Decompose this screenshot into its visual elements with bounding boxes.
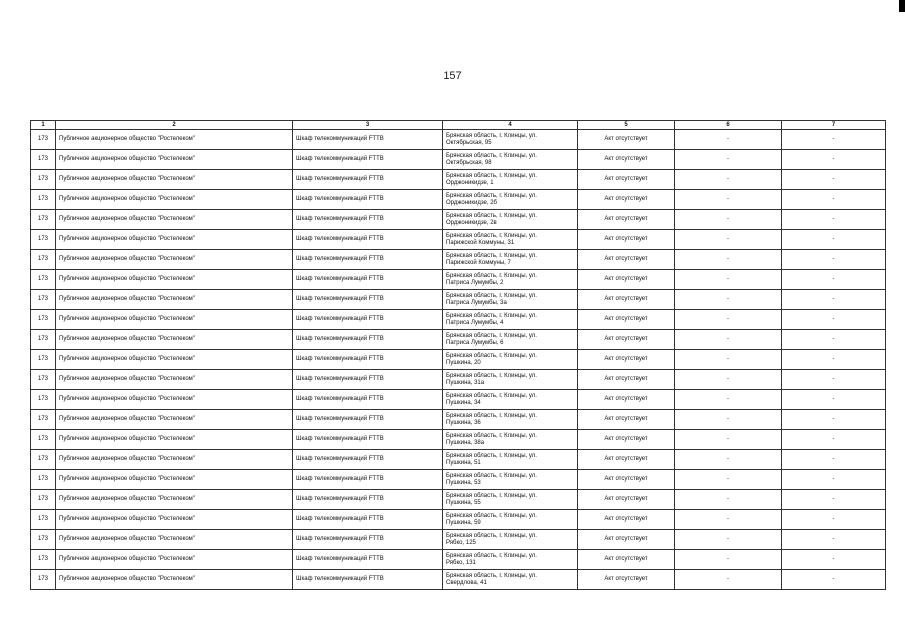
object-cell: Шкаф телекоммуникаций FTTB: [293, 570, 443, 590]
owner-cell: Публичное акционерное общество "Ростелеком": [56, 210, 293, 230]
row-number-cell: 173: [31, 170, 56, 190]
table-row: [31, 170, 886, 190]
address-line-street: Парижской Коммуны, 7: [446, 259, 511, 266]
table-row: [31, 210, 886, 230]
address-cell: [443, 410, 578, 430]
column-7-cell: -: [782, 190, 886, 210]
address-line-street: Пушкина, 59: [446, 519, 481, 526]
act-status-cell: Акт отсутствует: [578, 150, 675, 170]
column-6-cell: -: [675, 450, 782, 470]
owner-cell: Публичное акционерное общество "Ростелеком": [56, 570, 293, 590]
object-cell: Шкаф телекоммуникаций FTTB: [293, 230, 443, 250]
address-line-street: Пушкина, 34: [446, 399, 481, 406]
object-cell: Шкаф телекоммуникаций FTTB: [293, 530, 443, 550]
column-7-cell: -: [782, 270, 886, 290]
column-6-cell: -: [675, 410, 782, 430]
table-row: [31, 190, 886, 210]
owner-cell: Публичное акционерное общество "Ростелеком": [56, 550, 293, 570]
object-cell: Шкаф телекоммуникаций FTTB: [293, 270, 443, 290]
address-line-street: Пушкина, 53: [446, 479, 481, 486]
address-cell: [443, 570, 578, 590]
address-cell: [443, 250, 578, 270]
column-6-cell: -: [675, 430, 782, 450]
owner-cell: Публичное акционерное общество "Ростелеком": [56, 250, 293, 270]
act-status-cell: Акт отсутствует: [578, 130, 675, 150]
table-row: [31, 430, 886, 450]
owner-cell: Публичное акционерное общество "Ростелеком": [56, 410, 293, 430]
row-number-cell: 173: [31, 550, 56, 570]
address-cell: [443, 270, 578, 290]
address-cell: [443, 230, 578, 250]
column-7-cell: -: [782, 550, 886, 570]
column-6-cell: -: [675, 470, 782, 490]
object-cell: Шкаф телекоммуникаций FTTB: [293, 130, 443, 150]
address-line-street: Пушкина, 38а: [446, 439, 485, 446]
column-6-cell: -: [675, 570, 782, 590]
address-cell: [443, 150, 578, 170]
address-line-region: Брянская область, г. Клинцы, ул.: [446, 292, 537, 299]
owner-cell: Публичное акционерное общество "Ростелеком": [56, 190, 293, 210]
act-status-cell: Акт отсутствует: [578, 310, 675, 330]
address-line-street: Парижской Коммуны, 31: [446, 239, 515, 246]
row-number-cell: 173: [31, 410, 56, 430]
table-body: [31, 130, 886, 590]
address-line-street: Пушкина, 31а: [446, 379, 485, 386]
table-row: [31, 130, 886, 150]
address-cell: [443, 210, 578, 230]
column-7-cell: -: [782, 250, 886, 270]
address-cell: [443, 290, 578, 310]
address-line-region: Брянская область, г. Клинцы, ул.: [446, 172, 537, 179]
column-7-cell: -: [782, 510, 886, 530]
owner-cell: Публичное акционерное общество "Ростелеком": [56, 510, 293, 530]
row-number-cell: 173: [31, 190, 56, 210]
owner-cell: Публичное акционерное общество "Ростелеком": [56, 290, 293, 310]
registry-table: [30, 120, 886, 590]
column-7-cell: -: [782, 450, 886, 470]
address-line-region: Брянская область, г. Клинцы, ул.: [446, 352, 537, 359]
table-row: [31, 450, 886, 470]
address-cell: [443, 530, 578, 550]
address-line-region: Брянская область, г. Клинцы, ул.: [446, 152, 537, 159]
act-status-cell: Акт отсутствует: [578, 270, 675, 290]
address-cell: [443, 550, 578, 570]
address-line-region: Брянская область, г. Клинцы, ул.: [446, 272, 537, 279]
row-number-cell: 173: [31, 310, 56, 330]
row-number-cell: 173: [31, 250, 56, 270]
address-line-region: Брянская область, г. Клинцы, ул.: [446, 512, 537, 519]
address-cell: [443, 470, 578, 490]
address-line-region: Брянская область, г. Клинцы, ул.: [446, 192, 537, 199]
act-status-cell: Акт отсутствует: [578, 470, 675, 490]
object-cell: Шкаф телекоммуникаций FTTB: [293, 250, 443, 270]
object-cell: Шкаф телекоммуникаций FTTB: [293, 450, 443, 470]
column-6-cell: -: [675, 230, 782, 250]
column-6-cell: -: [675, 390, 782, 410]
owner-cell: Публичное акционерное общество "Ростелеком": [56, 530, 293, 550]
owner-cell: Публичное акционерное общество "Ростелеком": [56, 130, 293, 150]
row-number-cell: 173: [31, 450, 56, 470]
object-cell: Шкаф телекоммуникаций FTTB: [293, 350, 443, 370]
address-line-street: Пушкина, 20: [446, 359, 481, 366]
column-6-cell: -: [675, 250, 782, 270]
address-line-street: Патриса Лумумбы, 3а: [446, 299, 507, 306]
column-6-cell: -: [675, 170, 782, 190]
column-7-cell: -: [782, 490, 886, 510]
column-7-cell: -: [782, 370, 886, 390]
header-cell: 2: [56, 121, 293, 130]
column-7-cell: -: [782, 350, 886, 370]
column-7-cell: -: [782, 470, 886, 490]
column-6-cell: -: [675, 130, 782, 150]
address-cell: [443, 350, 578, 370]
object-cell: Шкаф телекоммуникаций FTTB: [293, 310, 443, 330]
table-row: [31, 350, 886, 370]
column-7-cell: -: [782, 430, 886, 450]
object-cell: Шкаф телекоммуникаций FTTB: [293, 330, 443, 350]
column-7-cell: -: [782, 130, 886, 150]
address-line-region: Брянская область, г. Клинцы, ул.: [446, 572, 537, 579]
row-number-cell: 173: [31, 210, 56, 230]
row-number-cell: 173: [31, 130, 56, 150]
owner-cell: Публичное акционерное общество "Ростелеком": [56, 450, 293, 470]
row-number-cell: 173: [31, 330, 56, 350]
header-cell: 3: [293, 121, 443, 130]
object-cell: Шкаф телекоммуникаций FTTB: [293, 370, 443, 390]
column-7-cell: -: [782, 150, 886, 170]
column-7-cell: -: [782, 310, 886, 330]
row-number-cell: 173: [31, 350, 56, 370]
act-status-cell: Акт отсутствует: [578, 510, 675, 530]
column-6-cell: -: [675, 270, 782, 290]
table-row: [31, 290, 886, 310]
table-header-row: [31, 121, 886, 130]
table-row: [31, 530, 886, 550]
act-status-cell: Акт отсутствует: [578, 430, 675, 450]
header-cell: 5: [578, 121, 675, 130]
column-7-cell: -: [782, 230, 886, 250]
address-cell: [443, 430, 578, 450]
row-number-cell: 173: [31, 570, 56, 590]
address-line-street: Орджоникидзе, 1: [446, 179, 494, 186]
object-cell: Шкаф телекоммуникаций FTTB: [293, 190, 443, 210]
address-cell: [443, 330, 578, 350]
act-status-cell: Акт отсутствует: [578, 410, 675, 430]
address-line-region: Брянская область, г. Клинцы, ул.: [446, 472, 537, 479]
header-cell: 7: [782, 121, 886, 130]
row-number-cell: 173: [31, 270, 56, 290]
column-7-cell: -: [782, 170, 886, 190]
address-cell: [443, 130, 578, 150]
owner-cell: Публичное акционерное общество "Ростелеком": [56, 230, 293, 250]
header-cell: 6: [675, 121, 782, 130]
row-number-cell: 173: [31, 230, 56, 250]
address-cell: [443, 490, 578, 510]
address-line-region: Брянская область, г. Клинцы, ул.: [446, 532, 537, 539]
column-7-cell: -: [782, 330, 886, 350]
address-line-region: Брянская область, г. Клинцы, ул.: [446, 432, 537, 439]
column-6-cell: -: [675, 510, 782, 530]
address-line-street: Октябрьская, 98: [446, 159, 492, 166]
object-cell: Шкаф телекоммуникаций FTTB: [293, 210, 443, 230]
act-status-cell: Акт отсутствует: [578, 370, 675, 390]
address-line-region: Брянская область, г. Клинцы, ул.: [446, 392, 537, 399]
column-6-cell: -: [675, 290, 782, 310]
address-line-region: Брянская область, г. Клинцы, ул.: [446, 312, 537, 319]
object-cell: Шкаф телекоммуникаций FTTB: [293, 390, 443, 410]
act-status-cell: Акт отсутствует: [578, 570, 675, 590]
table-row: [31, 310, 886, 330]
header-cell: 1: [31, 121, 56, 130]
address-cell: [443, 190, 578, 210]
table-row: [31, 330, 886, 350]
act-status-cell: Акт отсутствует: [578, 530, 675, 550]
column-6-cell: -: [675, 550, 782, 570]
table-row: [31, 550, 886, 570]
address-cell: [443, 370, 578, 390]
address-line-street: Свердлова, 41: [446, 579, 487, 586]
table-row: [31, 410, 886, 430]
address-cell: [443, 390, 578, 410]
object-cell: Шкаф телекоммуникаций FTTB: [293, 430, 443, 450]
row-number-cell: 173: [31, 430, 56, 450]
address-line-region: Брянская область, г. Клинцы, ул.: [446, 232, 537, 239]
owner-cell: Публичное акционерное общество "Ростелеком": [56, 150, 293, 170]
address-line-street: Рябко, 131: [446, 559, 476, 566]
table-row: [31, 270, 886, 290]
column-6-cell: -: [675, 150, 782, 170]
address-line-region: Брянская область, г. Клинцы, ул.: [446, 552, 537, 559]
address-line-region: Брянская область, г. Клинцы, ул.: [446, 492, 537, 499]
act-status-cell: Акт отсутствует: [578, 450, 675, 470]
address-line-region: Брянская область, г. Клинцы, ул.: [446, 372, 537, 379]
address-line-region: Брянская область, г. Клинцы, ул.: [446, 332, 537, 339]
table-row: [31, 390, 886, 410]
address-cell: [443, 310, 578, 330]
scan-edge-mark: [899, 0, 905, 12]
owner-cell: Публичное акционерное общество "Ростелеком": [56, 390, 293, 410]
column-7-cell: -: [782, 570, 886, 590]
address-cell: [443, 170, 578, 190]
column-7-cell: -: [782, 530, 886, 550]
object-cell: Шкаф телекоммуникаций FTTB: [293, 410, 443, 430]
object-cell: Шкаф телекоммуникаций FTTB: [293, 510, 443, 530]
object-cell: Шкаф телекоммуникаций FTTB: [293, 290, 443, 310]
column-6-cell: -: [675, 530, 782, 550]
owner-cell: Публичное акционерное общество "Ростелеком": [56, 330, 293, 350]
column-7-cell: -: [782, 290, 886, 310]
address-line-region: Брянская область, г. Клинцы, ул.: [446, 212, 537, 219]
column-6-cell: -: [675, 310, 782, 330]
act-status-cell: Акт отсутствует: [578, 330, 675, 350]
act-status-cell: Акт отсутствует: [578, 350, 675, 370]
act-status-cell: Акт отсутствует: [578, 170, 675, 190]
row-number-cell: 173: [31, 290, 56, 310]
column-6-cell: -: [675, 350, 782, 370]
table-row: [31, 510, 886, 530]
owner-cell: Публичное акционерное общество "Ростелеком": [56, 430, 293, 450]
address-line-region: Брянская область, г. Клинцы, ул.: [446, 412, 537, 419]
table-row: [31, 230, 886, 250]
table-row: [31, 470, 886, 490]
address-line-street: Патриса Лумумбы, 4: [446, 319, 504, 326]
address-cell: [443, 510, 578, 530]
object-cell: Шкаф телекоммуникаций FTTB: [293, 490, 443, 510]
row-number-cell: 173: [31, 150, 56, 170]
address-cell: [443, 450, 578, 470]
row-number-cell: 173: [31, 470, 56, 490]
column-7-cell: -: [782, 210, 886, 230]
act-status-cell: Акт отсутствует: [578, 210, 675, 230]
object-cell: Шкаф телекоммуникаций FTTB: [293, 170, 443, 190]
act-status-cell: Акт отсутствует: [578, 290, 675, 310]
address-line-street: Патриса Лумумбы, 6: [446, 339, 504, 346]
owner-cell: Публичное акционерное общество "Ростелеком": [56, 370, 293, 390]
object-cell: Шкаф телекоммуникаций FTTB: [293, 470, 443, 490]
object-cell: Шкаф телекоммуникаций FTTB: [293, 550, 443, 570]
table-row: [31, 250, 886, 270]
row-number-cell: 173: [31, 390, 56, 410]
owner-cell: Публичное акционерное общество "Ростелеком": [56, 470, 293, 490]
act-status-cell: Акт отсутствует: [578, 230, 675, 250]
owner-cell: Публичное акционерное общество "Ростелеком": [56, 350, 293, 370]
act-status-cell: Акт отсутствует: [578, 550, 675, 570]
column-6-cell: -: [675, 330, 782, 350]
column-7-cell: -: [782, 390, 886, 410]
table-row: [31, 570, 886, 590]
address-line-street: Орджоникидзе, 2б: [446, 199, 497, 206]
owner-cell: Публичное акционерное общество "Ростелеком": [56, 270, 293, 290]
act-status-cell: Акт отсутствует: [578, 250, 675, 270]
address-line-street: Патриса Лумумбы, 2: [446, 279, 504, 286]
address-line-region: Брянская область, г. Клинцы, ул.: [446, 132, 537, 139]
object-cell: Шкаф телекоммуникаций FTTB: [293, 150, 443, 170]
table-row: [31, 150, 886, 170]
table-row: [31, 370, 886, 390]
address-line-street: Пушкина, 36: [446, 419, 481, 426]
column-6-cell: -: [675, 490, 782, 510]
row-number-cell: 173: [31, 370, 56, 390]
row-number-cell: 173: [31, 510, 56, 530]
column-6-cell: -: [675, 190, 782, 210]
address-line-street: Рябко, 125: [446, 539, 476, 546]
header-cell: 4: [443, 121, 578, 130]
address-line-street: Пушкина, 55: [446, 499, 481, 506]
act-status-cell: Акт отсутствует: [578, 490, 675, 510]
owner-cell: Публичное акционерное общество "Ростелеком": [56, 310, 293, 330]
address-line-region: Брянская область, г. Клинцы, ул.: [446, 452, 537, 459]
row-number-cell: 173: [31, 490, 56, 510]
act-status-cell: Акт отсутствует: [578, 390, 675, 410]
owner-cell: Публичное акционерное общество "Ростелеком": [56, 490, 293, 510]
owner-cell: Публичное акционерное общество "Ростелеком": [56, 170, 293, 190]
address-line-region: Брянская область, г. Клинцы, ул.: [446, 252, 537, 259]
column-6-cell: -: [675, 210, 782, 230]
act-status-cell: Акт отсутствует: [578, 190, 675, 210]
table-row: [31, 490, 886, 510]
address-line-street: Пушкина, 51: [446, 459, 481, 466]
address-line-street: Октябрьская, 95: [446, 139, 492, 146]
page-number: 157: [443, 70, 462, 82]
column-7-cell: -: [782, 410, 886, 430]
column-6-cell: -: [675, 370, 782, 390]
address-line-street: Орджоникидзе, 2в: [446, 219, 497, 226]
row-number-cell: 173: [31, 530, 56, 550]
